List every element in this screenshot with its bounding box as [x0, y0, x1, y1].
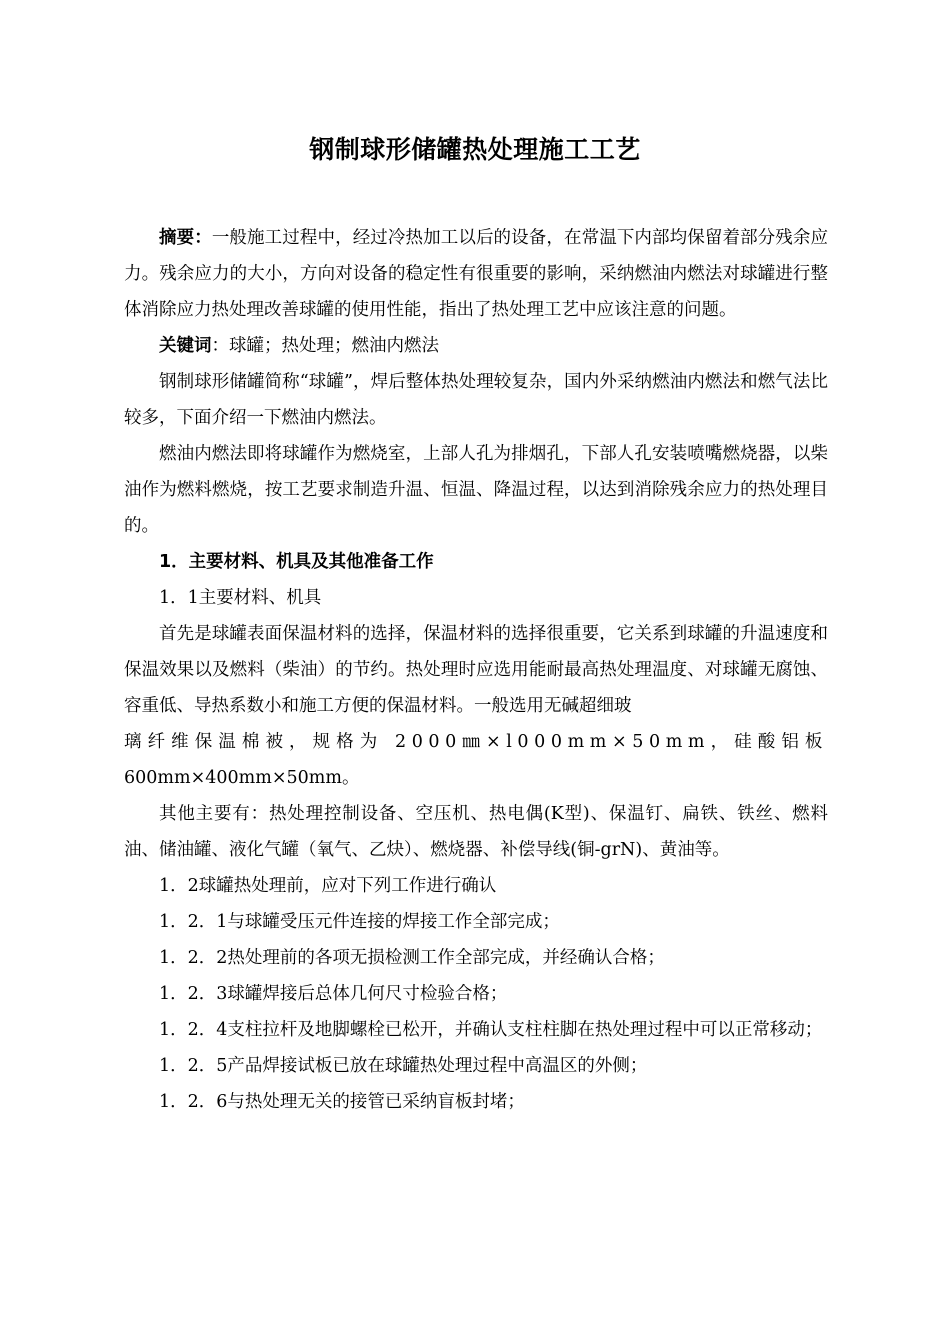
checklist-item: 1．2．2热处理前的各项无损检测工作全部完成，并经确认合格； — [159, 948, 665, 968]
materials-spread-line: 璃纤维保温棉被，规格为 2000㎜×l000mm×50mm，硅酸铝板 — [124, 732, 828, 752]
keywords-paragraph — [124, 328, 828, 364]
abstract-text: 一般施工过程中，经过冷热加工以后的设备，在常温下内部均保留着部分残余应力。残余应力的大小，方向对设备的稳定性有很重要的影响，采纳燃油内燃法对球罐进行整体消除应力热处理改善球罐的使用性能，指出了热处理工艺中应该注意的问题。 — [124, 228, 829, 320]
checklist-item: 1．2．3球罐焊接后总体几何尺寸检验合格； — [159, 984, 508, 1004]
abstract-paragraph — [124, 220, 828, 328]
materials-last-line: 600mm×400mm×50mm。 — [124, 768, 360, 788]
checklist-item: 1．2．4支柱拉杆及地脚螺栓已松开，并确认支柱柱脚在热处理过程中可以正常移动； — [159, 1020, 823, 1040]
document-body — [124, 220, 828, 1120]
section-1-heading: 1．主要材料、机具及其他准备工作 — [159, 552, 434, 572]
keywords-text: ：球罐；热处理；燃油内燃法 — [211, 336, 439, 356]
abstract-label: 摘要： — [159, 228, 212, 248]
section-1-2-heading: 1．2球罐热处理前，应对下列工作进行确认 — [159, 876, 497, 896]
document-title: 钢制球形储罐热处理施工工艺 — [309, 135, 641, 164]
materials-paragraph: 首先是球罐表面保温材料的选择，保温材料的选择很重要，它关系到球罐的升温速度和保温效果以及燃料（柴油）的节约。热处理时应选用能耐最高热处理温度、对球罐无腐蚀、容重低、导热系数小和施工方便的保温材料。一般选用无碱超细玻 — [124, 624, 828, 716]
intro-paragraph-1: 钢制球形储罐简称“球罐”，焊后整体热处理较复杂，国内外采纳燃油内燃法和燃气法比较多，下面介绍一下燃油内燃法。 — [124, 372, 828, 428]
checklist-item: 1．2．5产品焊接试板已放在球罐热处理过程中高温区的外侧； — [159, 1056, 648, 1076]
section-1-1-heading: 1．1主要材料、机具 — [159, 588, 322, 608]
checklist-item: 1．2．1与球罐受压元件连接的焊接工作全部完成； — [159, 912, 560, 932]
keywords-label: 关键词 — [159, 336, 212, 356]
other-materials-paragraph: 其他主要有：热处理控制设备、空压机、热电偶(K型)、保温钉、扁铁、铁丝、燃料油、储油罐、液化气罐（氧气、乙炔）、燃烧器、补偿导线(铜-grN)、黄油等。 — [124, 804, 828, 860]
checklist-item: 1．2．6与热处理无关的接管已采纳盲板封堵； — [159, 1092, 525, 1112]
intro-paragraph-2: 燃油内燃法即将球罐作为燃烧室，上部人孔为排烟孔，下部人孔安装喷嘴燃烧器，以柴油作为燃料燃烧，按工艺要求制造升温、恒温、降温过程，以达到消除残余应力的热处理目的。 — [124, 444, 828, 536]
